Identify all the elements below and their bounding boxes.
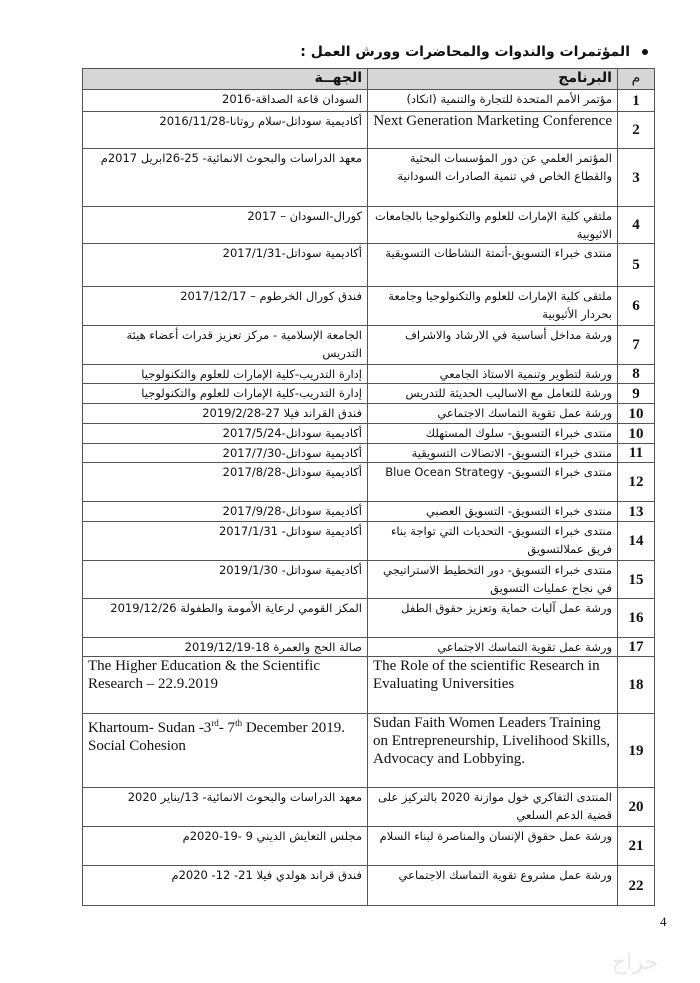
- program-cell: Next Generation Marketing Conference: [368, 112, 618, 149]
- entity-cell: أكاديمية سوداتل-2017/5/24: [83, 424, 368, 444]
- entity-cell: إدارة التدريب-كلية الإمارات للعلوم والتكنولوجيا: [83, 365, 368, 384]
- table-row: [83, 714, 655, 788]
- table-row: [83, 149, 655, 207]
- table-row: [83, 112, 655, 149]
- row-number: 17: [618, 638, 655, 657]
- entity-cell: أكاديمية سوداتل-سلام روتانا-2016/11/28: [83, 112, 368, 149]
- program-cell: ورشة عمل آليات حماية وتعزيز حقوق الطفل: [368, 599, 618, 638]
- conferences-table: [82, 68, 655, 906]
- program-cell: Sudan Faith Women Leaders Training on Entrepreneurship, Livelihood Skills, Advocacy and Lobbying.: [368, 714, 618, 788]
- table-row: [83, 657, 655, 714]
- program-cell: ورشة عمل مشروع تقوية التماسك الاجتماعي: [368, 866, 618, 906]
- entity-cell: أكاديمية سوداتل- 2019/1/30: [83, 561, 368, 599]
- program-cell: منتدى خبراء التسويق- سلوك المستهلك: [368, 424, 618, 444]
- row-number: 10: [618, 404, 655, 424]
- program-cell: ورشة مداخل أساسية في الارشاد والاشراف: [368, 326, 618, 365]
- entity-cell: فندق كورال الخرطوم – 2017/12/17: [83, 287, 368, 326]
- header-program: البرنامج: [368, 69, 618, 90]
- entity-cell: معهد الدراسات والبحوث الانمائية- 13/يناير 2020: [83, 788, 368, 827]
- table-row: [83, 866, 655, 906]
- entity-cell: [83, 714, 368, 788]
- table-row: [83, 326, 655, 365]
- table-row: [83, 244, 655, 287]
- table-row: [83, 424, 655, 444]
- table-row: [83, 287, 655, 326]
- entity-cell: المكز القومي لرعاية الأمومة والطفولة 2019/12/26: [83, 599, 368, 638]
- row-number: 9: [618, 384, 655, 404]
- entity-cell: فندق قراند هولدي فيلا 21- 12- 2020م: [83, 866, 368, 906]
- entity-cell: فندق القراند فيلا 27-2019/2/28: [83, 404, 368, 424]
- header-m: م: [618, 69, 655, 90]
- program-cell: ورشة عمل تقوية التماسك الاجتماعي: [368, 638, 618, 657]
- row-number: 4: [618, 207, 655, 244]
- watermark-logo: حراج: [612, 950, 659, 975]
- row-number: 2: [618, 112, 655, 149]
- row-number: 5: [618, 244, 655, 287]
- program-cell: ورشة للتعامل مع الاساليب الحديثة للتدريس: [368, 384, 618, 404]
- program-cell: مؤتمر الأمم المتحدة للتجارة والتنمية (انكاد): [368, 90, 618, 112]
- row-number: 20: [618, 788, 655, 827]
- table-row: [83, 384, 655, 404]
- program-cell: منتدى خبراء التسويق- التسويق العصبي: [368, 502, 618, 522]
- row-number: 13: [618, 502, 655, 522]
- table-header-row: [83, 69, 655, 90]
- page-number: 4: [660, 914, 667, 929]
- entity-cell: The Higher Education & the Scientific Research – 22.9.2019: [83, 657, 368, 714]
- section-heading: [300, 44, 648, 60]
- entity-cell: السودان قاعة الصداقة-2016: [83, 90, 368, 112]
- table-row: [83, 365, 655, 384]
- table-row: [83, 638, 655, 657]
- table-row: [83, 207, 655, 244]
- program-cell: منتدى خبراء التسويق- دور التخطيط الاستراتيجي في نجاح عمليات التسويق: [368, 561, 618, 599]
- table-row: [83, 522, 655, 561]
- program-cell: ورشة عمل حقوق الإنسان والمناصرة لبناء السلام: [368, 827, 618, 866]
- row-number: 14: [618, 522, 655, 561]
- row-number: 15: [618, 561, 655, 599]
- program-cell: ورشة لتطوير وتنمية الاستاذ الجامعي: [368, 365, 618, 384]
- program-cell: ملتقي كلية الإمارات للعلوم والتكنولوجيا بالجامعات الاثيوبية: [368, 207, 618, 244]
- entity-text-part: th: [235, 718, 243, 728]
- entity-text-part: December 2019. Social Cohesion: [88, 720, 345, 754]
- row-number: 1: [618, 90, 655, 112]
- entity-cell: أكاديمية سوداتل-2017/8/28: [83, 463, 368, 502]
- row-number: 3: [618, 149, 655, 207]
- table-row: [83, 502, 655, 522]
- table-row: [83, 599, 655, 638]
- program-cell: منتدى خبراء التسويق- التحديات التي تواجة بناء فريق عملالتسويق: [368, 522, 618, 561]
- program-cell: المنتدى التفاكري خول موازنة 2020 بالتركيز على قضية الدعم السلعي: [368, 788, 618, 827]
- entity-text-part: - 7: [218, 720, 236, 736]
- row-number: 12: [618, 463, 655, 502]
- program-cell: منتدى خبراء التسويق- الاتصالات التسويقية: [368, 444, 618, 463]
- bullet-icon: [642, 49, 648, 55]
- table-row: [83, 444, 655, 463]
- program-cell: The Role of the scientific Research in Evaluating Universities: [368, 657, 618, 714]
- entity-cell: كورال-السودان – 2017: [83, 207, 368, 244]
- program-cell: منتدى خبراء التسويق- Blue Ocean Strategy: [368, 463, 618, 502]
- entity-cell: أكاديمية سوداتل-2017/7/30: [83, 444, 368, 463]
- program-cell: ملتقى كلية الإمارات للعلوم والتكنولوجيا وجامعة بحردار الأثيوبية: [368, 287, 618, 326]
- entity-cell: إدارة التدريب-كلية الإمارات للعلوم والتكنولوجيا: [83, 384, 368, 404]
- entity-cell: أكاديمية سوداتل-2017/9/28: [83, 502, 368, 522]
- table-row: [83, 463, 655, 502]
- table-row: [83, 827, 655, 866]
- program-cell: منتدى خبراء التسويق-أتمتة النشاطات التسويقية: [368, 244, 618, 287]
- entity-text-part: rd: [211, 718, 219, 728]
- entity-cell: مجلس التعايش الديني 9 -19-2020م: [83, 827, 368, 866]
- header-entity: الجهــة: [83, 69, 368, 90]
- row-number: 6: [618, 287, 655, 326]
- row-number: 10: [618, 424, 655, 444]
- table-row: [83, 404, 655, 424]
- row-number: 18: [618, 657, 655, 714]
- row-number: 11: [618, 444, 655, 463]
- row-number: 19: [618, 714, 655, 788]
- entity-cell: أكاديمية سوداتل- 2017/1/31: [83, 522, 368, 561]
- row-number: 21: [618, 827, 655, 866]
- program-cell: المؤتمر العلمي عن دور المؤسسات البحثية والقطاع الخاص في تنمية الصادرات السودانية: [368, 149, 618, 207]
- entity-cell: أكاديمية سوداتل-2017/1/31: [83, 244, 368, 287]
- heading-text: المؤتمرات والندوات والمحاضرات وورش العمل :: [300, 44, 630, 60]
- row-number: 8: [618, 365, 655, 384]
- entity-cell: معهد الدراسات والبحوث الانمائية- 25-26ابريل 2017م: [83, 149, 368, 207]
- entity-text-part: Khartoum- Sudan -3: [88, 720, 212, 736]
- table-row: [83, 90, 655, 112]
- table-row: [83, 561, 655, 599]
- row-number: 7: [618, 326, 655, 365]
- row-number: 16: [618, 599, 655, 638]
- program-cell: ورشة عمل تقوية التماسك الاجتماعي: [368, 404, 618, 424]
- table-row: [83, 788, 655, 827]
- entity-cell: صالة الحج والعمرة 18-2019/12/19: [83, 638, 368, 657]
- entity-cell: الجامعة الإسلامية - مركز تعزيز قدرات أعضاء هيئة التدريس: [83, 326, 368, 365]
- row-number: 22: [618, 866, 655, 906]
